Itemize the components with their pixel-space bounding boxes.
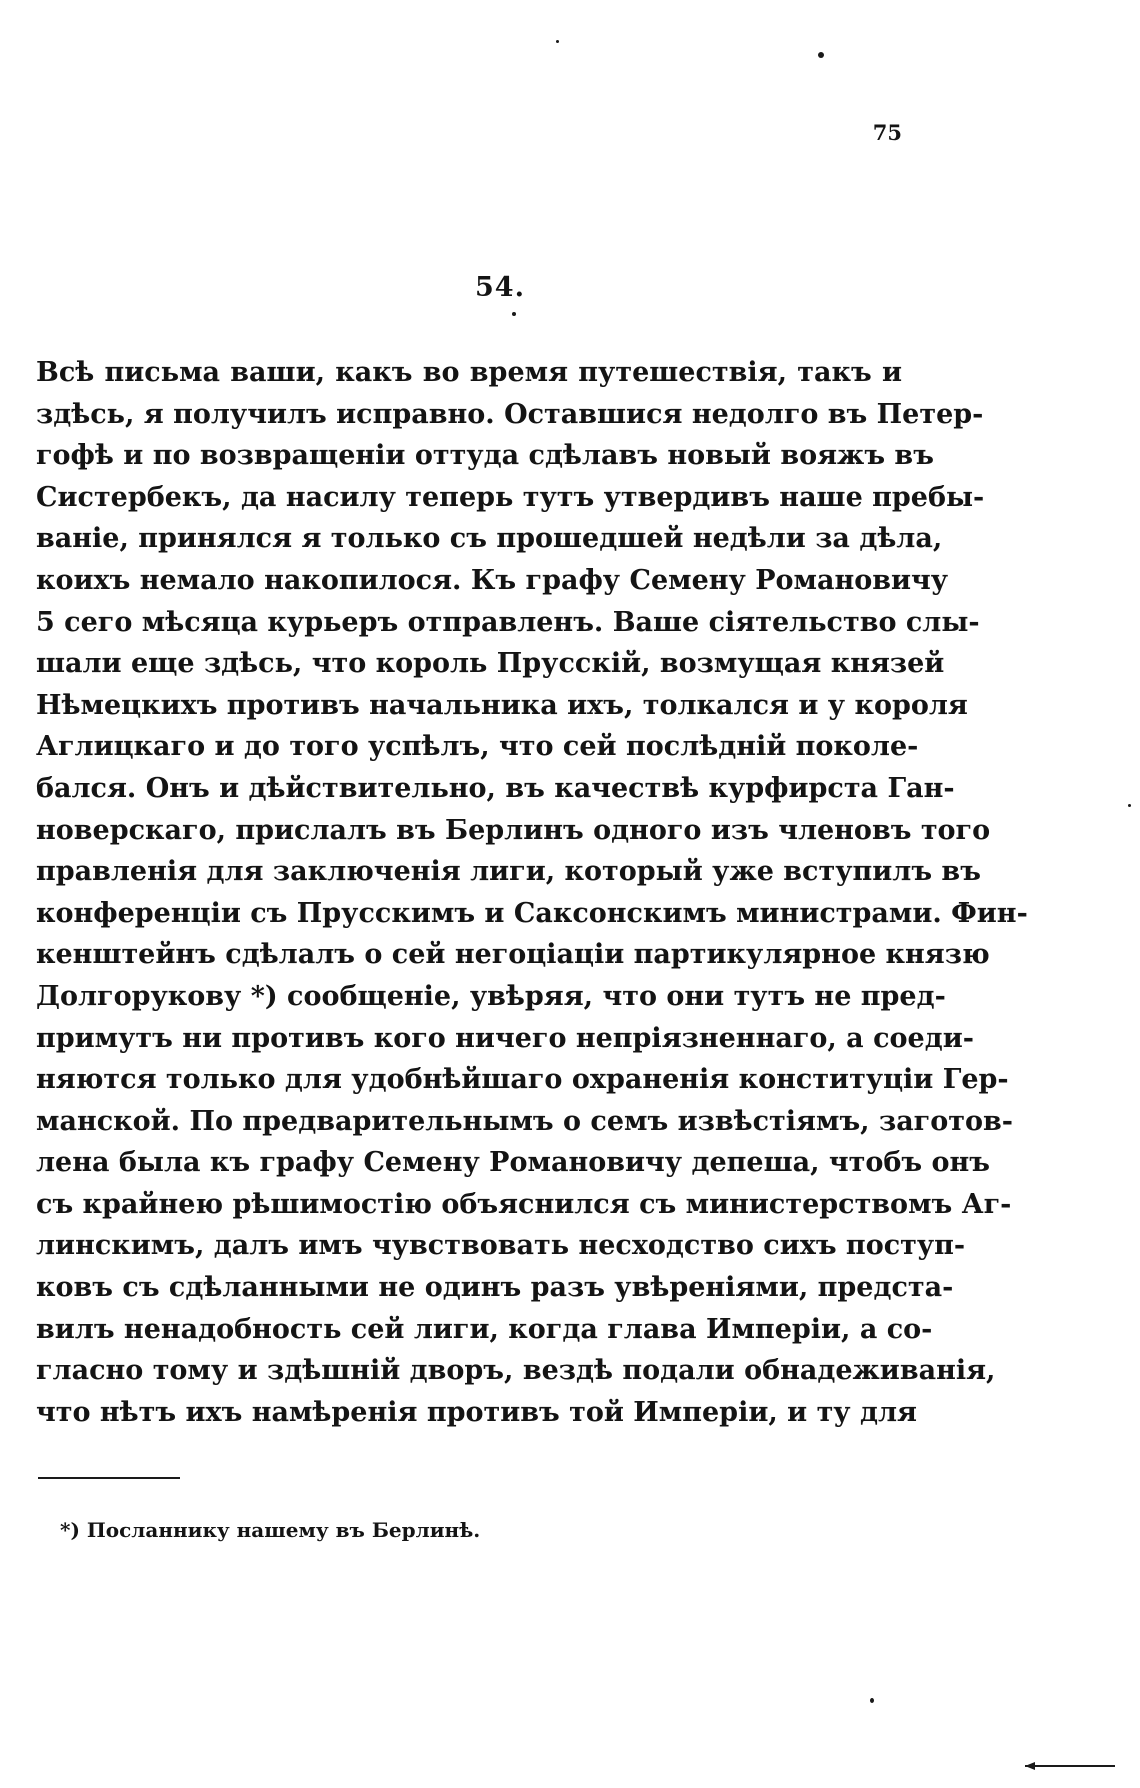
body-line: Всѣ письма ваши, какъ во время путешествія, такъ и: [36, 357, 902, 388]
body-line: ваніе, принялся я только съ прошедшей недѣли за дѣла,: [36, 523, 943, 555]
letter-body: [36, 352, 1028, 1433]
body-line: гласно тому и здѣшній дворъ, вездѣ подали обнадеживанія,: [36, 1355, 996, 1387]
body-line: Нѣмецкихъ противъ начальника ихъ, толкался и у короля: [36, 689, 968, 721]
body-line: Систербекъ, да насилу теперь тутъ утвердивъ наше пребы-: [36, 481, 985, 513]
body-line: шали еще здѣсь, что король Прусскій, возмущая князей: [36, 648, 945, 680]
body-line: 5 сего мѣсяца курьеръ отправленъ. Ваше сіятельство слы-: [36, 606, 980, 638]
body-line: манской. По предварительнымъ о семъ извѣстіямъ, заготов-: [36, 1105, 1013, 1137]
scan-speck: [512, 312, 516, 316]
body-line: няются только для удобнѣйшаго охраненія конституціи Гер-: [36, 1064, 1009, 1096]
body-line: конференціи съ Прусскимъ и Саксонскимъ министрами. Фин-: [36, 897, 1028, 929]
footnote-divider: [38, 1477, 180, 1479]
letter-heading: 54.: [475, 272, 525, 303]
body-line: гофѣ и по возвращеніи оттуда сдѣлавъ новый вояжъ въ: [36, 440, 934, 472]
body-line: Аглицкаго и до того успѣлъ, что сей послѣдній поколе-: [36, 731, 919, 763]
body-line: коихъ немало накопилося. Къ графу Семену Романовичу: [36, 564, 949, 596]
body-line: примутъ ни противъ кого ничего непріязненнаго, а соеди-: [36, 1022, 974, 1054]
body-line: здѣсь, я получилъ исправно. Оставшися недолго въ Петер-: [36, 398, 984, 430]
body-line: правленія для заключенія лиги, который уже вступилъ въ: [36, 856, 981, 888]
body-line: съ крайнею рѣшимостію объяснился съ министерствомъ Аг-: [36, 1188, 1012, 1220]
scan-speck: [870, 1698, 874, 1703]
scan-speck: [1128, 804, 1131, 807]
scan-speck: [556, 40, 559, 43]
body-line: Долгорукову *) сообщеніе, увѣряя, что они тутъ не пред-: [36, 980, 946, 1012]
footnote: *) Посланнику нашему въ Берлинѣ.: [60, 1518, 481, 1542]
body-line: что нѣтъ ихъ намѣренія противъ той Имперіи, и ту для: [36, 1396, 917, 1428]
scan-edge-mark: [1025, 1760, 1115, 1770]
page-number: 75: [872, 120, 902, 145]
body-line: кенштейнъ сдѣлалъ о сей негоціаціи партикулярное князю: [36, 939, 990, 971]
body-line: новерскаго, прислалъ въ Берлинъ одного изъ членовъ того: [36, 814, 991, 846]
body-line: вилъ ненадобность сей лиги, когда глава Имперіи, а со-: [36, 1313, 933, 1345]
body-line: линскимъ, далъ имъ чувствовать несходство сихъ поступ-: [36, 1230, 966, 1262]
body-line: бался. Онъ и дѣйствительно, въ качествѣ курфирста Ган-: [36, 772, 955, 804]
scan-speck: [818, 52, 824, 58]
body-line: лена была къ графу Семену Романовичу депеша, чтобъ онъ: [36, 1147, 990, 1179]
body-line: ковъ съ сдѣланными не одинъ разъ увѣреніями, предста-: [36, 1272, 954, 1304]
